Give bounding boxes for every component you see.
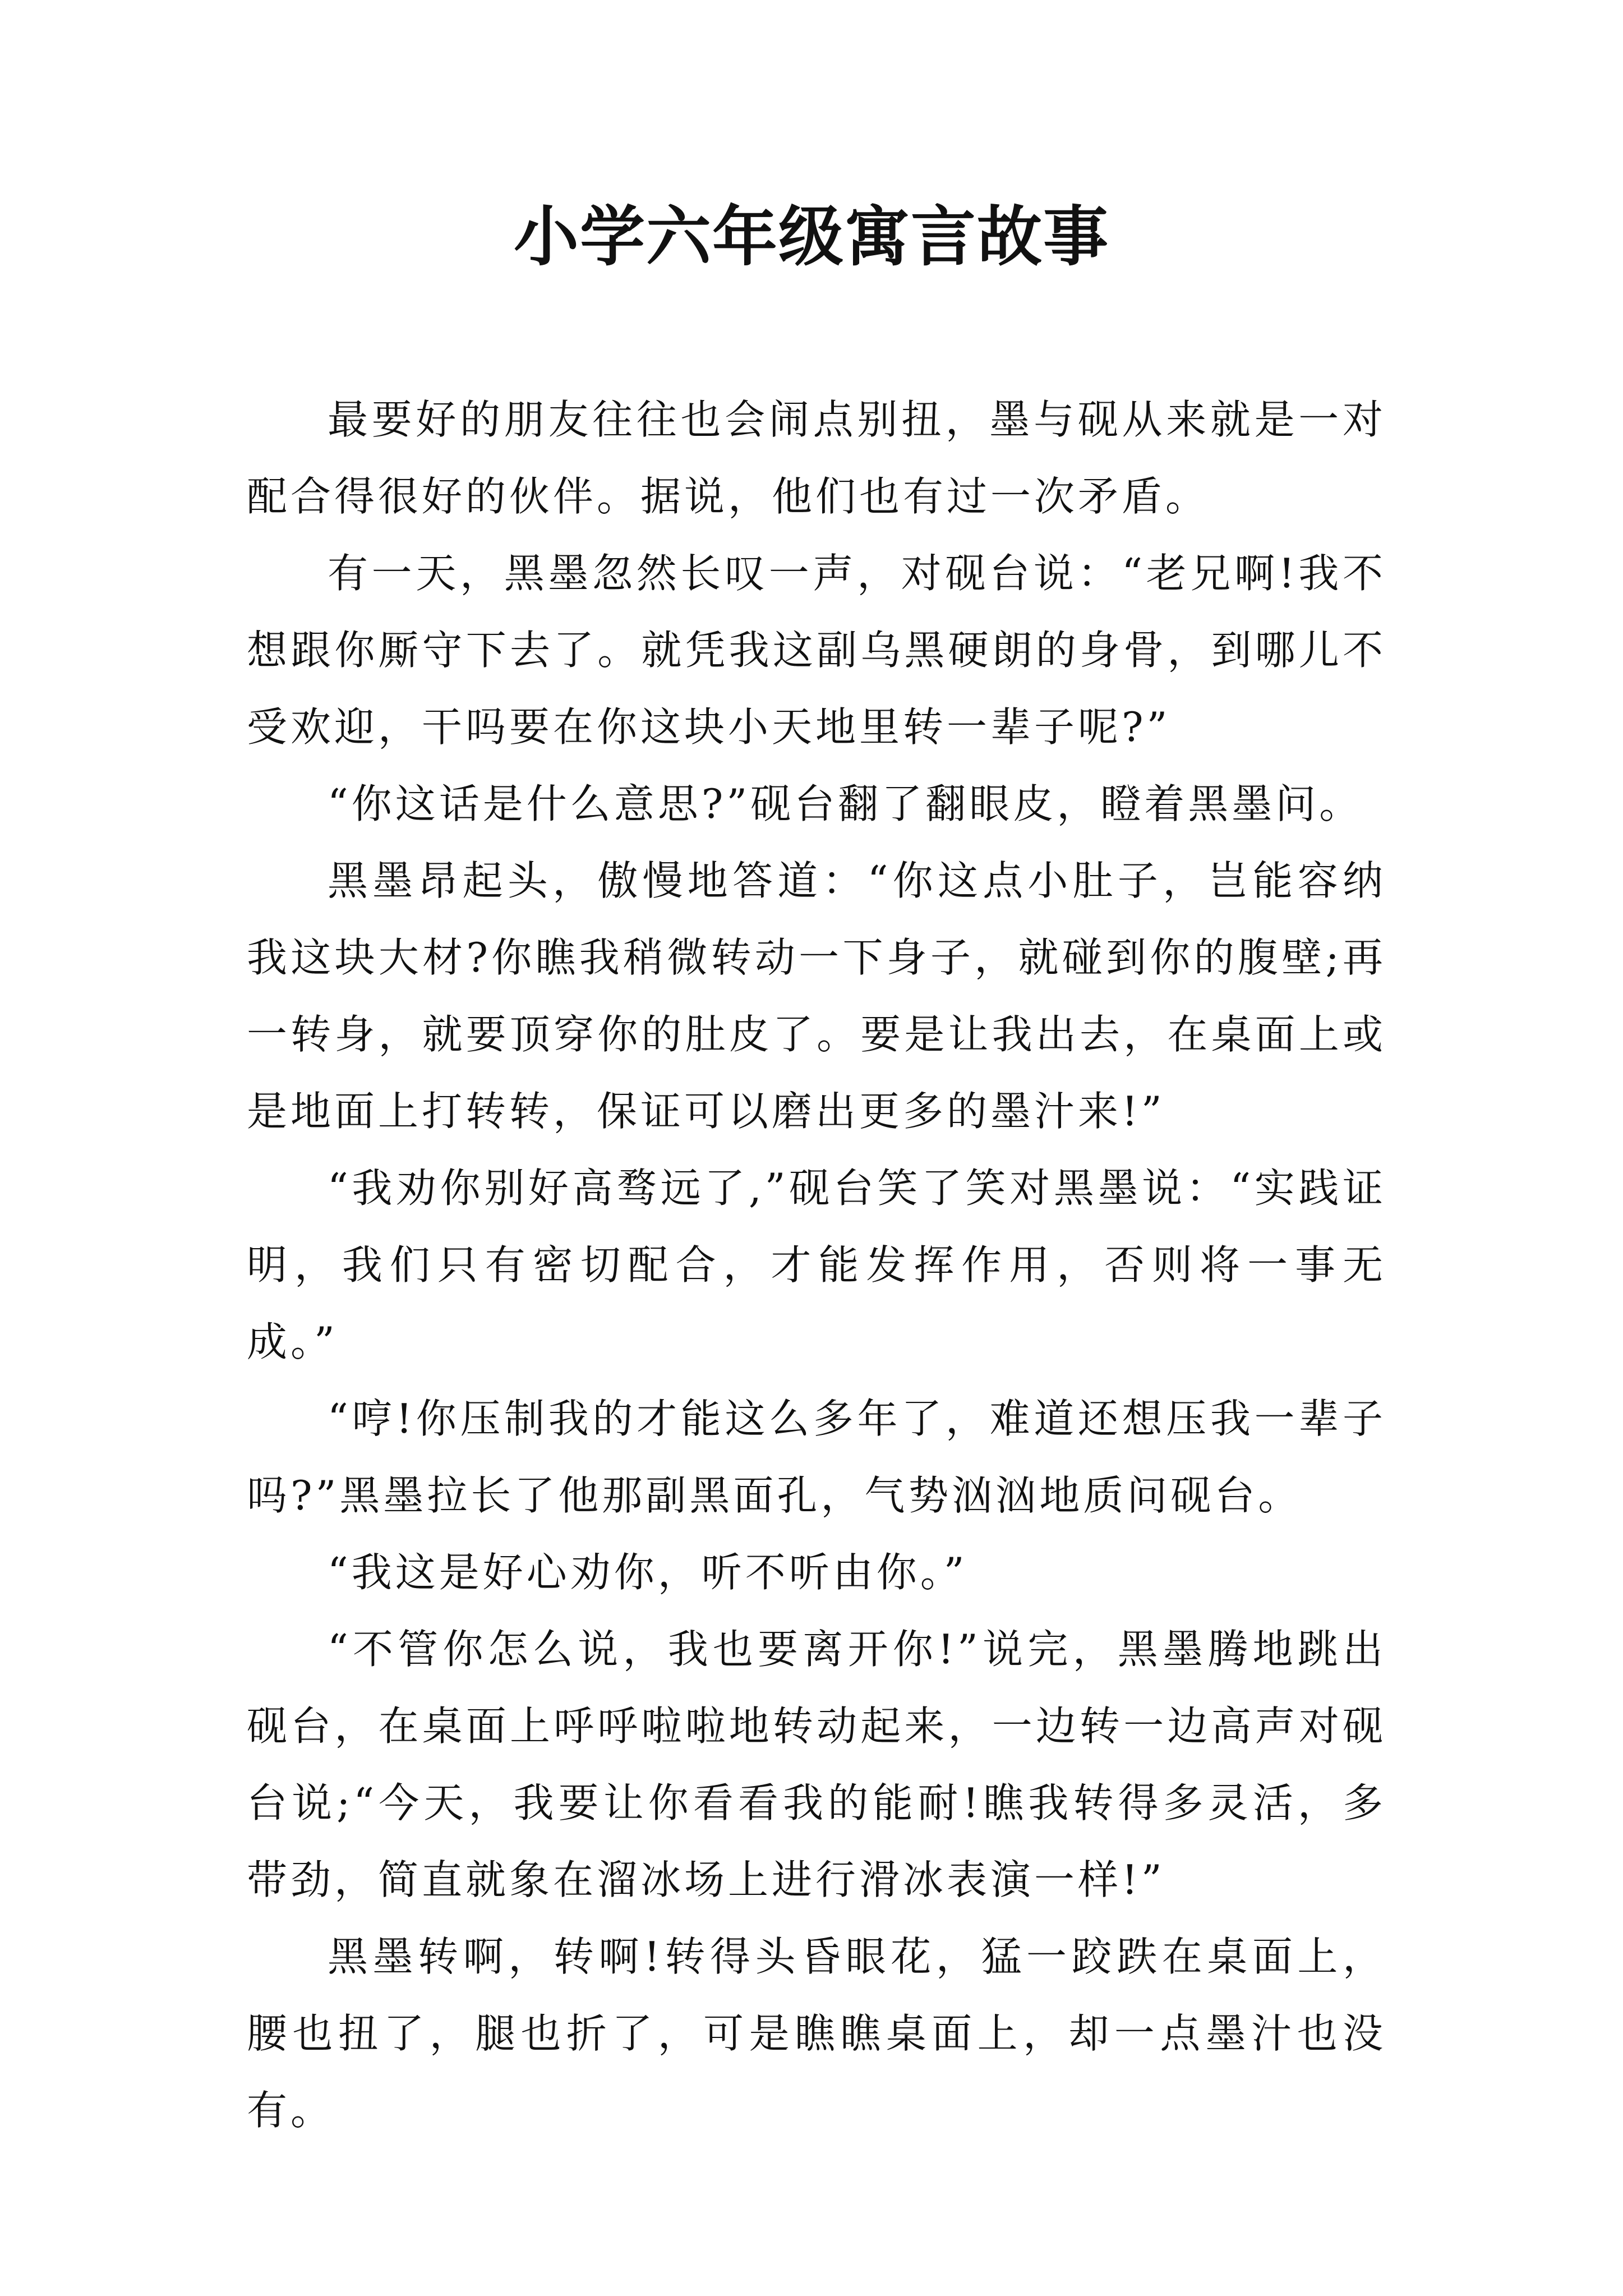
document-body [247, 381, 1386, 2149]
paragraph-6: “哼!你压制我的才能这么多年了，难道还想压我一辈子吗?”黑墨拉长了他那副黑面孔，气势汹汹地质问砚台。 [247, 1395, 1386, 1519]
paragraph-5: “我劝你别好高骛远了,”砚台笑了笑对黑墨说：“实践证明，我们只有密切配合，才能发挥作用，否则将一事无成。” [247, 1165, 1386, 1365]
document-title: 小学六年级寓言故事 [514, 199, 1109, 275]
paragraph-4: 黑墨昂起头，傲慢地答道：“你这点小肚子，岂能容纳我这块大材?你瞧我稍微转动一下身子，就碰到你的腹壁;再一转身，就要顶穿你的肚皮了。要是让我出去，在桌面上或是地面上打转转，保证可以磨出更多的墨汁来!” [247, 857, 1386, 1135]
paragraph-2: 有一天，黑墨忽然长叹一声，对砚台说：“老兄啊!我不想跟你厮守下去了。就凭我这副乌黑硬朗的身骨，到哪儿不受欢迎，干吗要在你这块小天地里转一辈子呢?” [247, 550, 1386, 751]
paragraph-3: “你这话是什么意思?”砚台翻了翻眼皮，瞪着黑墨问。 [328, 780, 1363, 827]
paragraph-9: 黑墨转啊，转啊!转得头昏眼花，猛一跤跌在桌面上，腰也扭了，腿也折了，可是瞧瞧桌面上，却一点墨汁也没有。 [247, 1933, 1386, 2134]
paragraph-7: “我这是好心劝你，听不听由你。” [328, 1549, 968, 1596]
paragraph-8: “不管你怎么说，我也要离开你!”说完，黑墨腾地跳出砚台，在桌面上呼呼啦啦地转动起来，一边转一边高声对砚台说;“今天，我要让你看看我的能耐!瞧我转得多灵活，多带劲，简直就象在溜冰场上进行滑冰表演一样!” [247, 1626, 1386, 1903]
paragraph-1: 最要好的朋友往往也会闹点别扭，墨与砚从来就是一对配合得很好的伙伴。据说，他们也有过一次矛盾。 [247, 396, 1386, 520]
